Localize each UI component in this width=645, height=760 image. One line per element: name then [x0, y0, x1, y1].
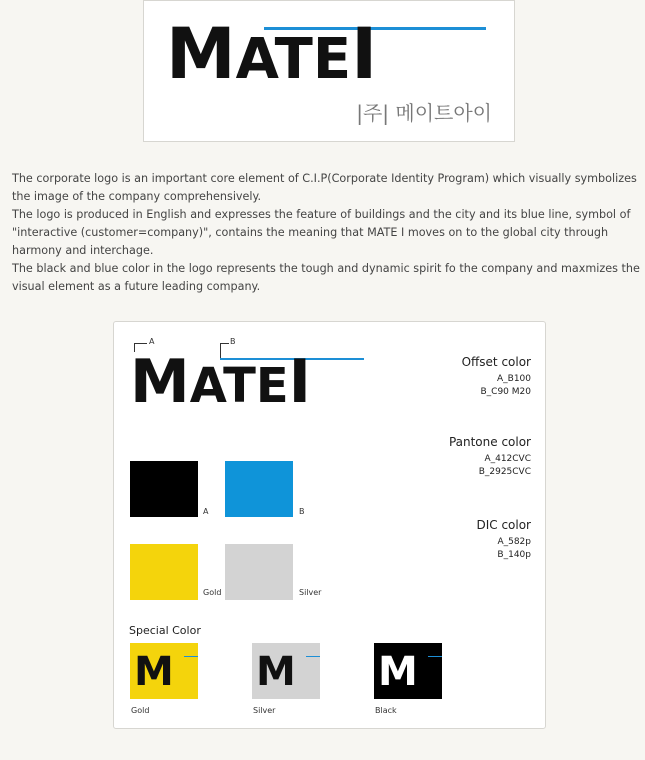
pantone-a: A_412CVC: [484, 454, 531, 464]
tile-black-label: Black: [375, 706, 397, 715]
panel-logo-last: I: [288, 347, 311, 417]
dic-title: DIC color: [476, 518, 531, 532]
panel-logo: [130, 347, 311, 417]
pantone-b: B_2925CVC: [478, 467, 531, 477]
brand-logo: [166, 13, 378, 95]
swatch-b-blue: [225, 461, 293, 517]
dic-b: B_140p: [497, 550, 531, 560]
brand-first-letter: M: [166, 13, 236, 95]
special-tile-gold: [130, 643, 198, 699]
swatch-gold: [130, 544, 198, 600]
tile-silver-blue-line: [306, 656, 320, 657]
color-spec-panel: [113, 321, 546, 729]
description-paragraph-1: The corporate logo is an important core element of C.I.P(Corporate Identity Program) which visually symbolizes the image of the company comprehensively.: [12, 172, 637, 203]
panel-logo-first: M: [130, 347, 190, 417]
swatch-b-label: B: [299, 507, 305, 516]
swatch-a-black: [130, 461, 198, 517]
special-tile-silver: [252, 643, 320, 699]
swatch-silver: [225, 544, 293, 600]
tile-black-blue-line: [428, 656, 442, 657]
brand-middle: ATE: [235, 27, 352, 92]
dic-color-spec: [476, 518, 531, 562]
tile-gold-blue-line: [184, 656, 198, 657]
swatch-a-label: A: [203, 507, 209, 516]
description-paragraph-2: The logo is produced in English and expresses the feature of buildings and the city and its blue line, symbol of "interactive (customer=company)", contains the meaning that MATE I moves on to the global city through harmony and interchage.: [12, 208, 631, 257]
offset-b: B_C90 M20: [480, 387, 531, 397]
tile-silver-label: Silver: [253, 706, 276, 715]
panel-logo-middle: ATE: [189, 358, 289, 414]
offset-color-spec: [462, 355, 531, 399]
special-color-title: Special Color: [129, 624, 201, 637]
offset-title: Offset color: [461, 355, 531, 369]
description-paragraph-3: The black and blue color in the logo represents the tough and dynamic spirit fo the company and maxmizes the visual element as a future leading company.: [12, 262, 640, 293]
brand-last-letter: I: [351, 13, 378, 95]
tile-black-letter: M: [378, 649, 418, 695]
offset-a: A_B100: [496, 374, 531, 384]
marker-b: B: [230, 337, 236, 346]
swatch-gold-label: Gold: [203, 588, 222, 597]
marker-a: A: [149, 337, 155, 346]
logo-banner: [143, 0, 515, 142]
tile-gold-letter: M: [134, 649, 174, 695]
pantone-color-spec: [449, 435, 531, 479]
tile-silver-letter: M: [256, 649, 296, 695]
special-tile-black: [374, 643, 442, 699]
korean-company-name: |주| 메이트아이: [356, 101, 492, 125]
swatch-silver-label: Silver: [299, 588, 322, 597]
description: [12, 170, 640, 296]
tile-gold-label: Gold: [131, 706, 150, 715]
pantone-title: Pantone color: [448, 435, 531, 449]
dic-a: A_582p: [497, 537, 531, 547]
